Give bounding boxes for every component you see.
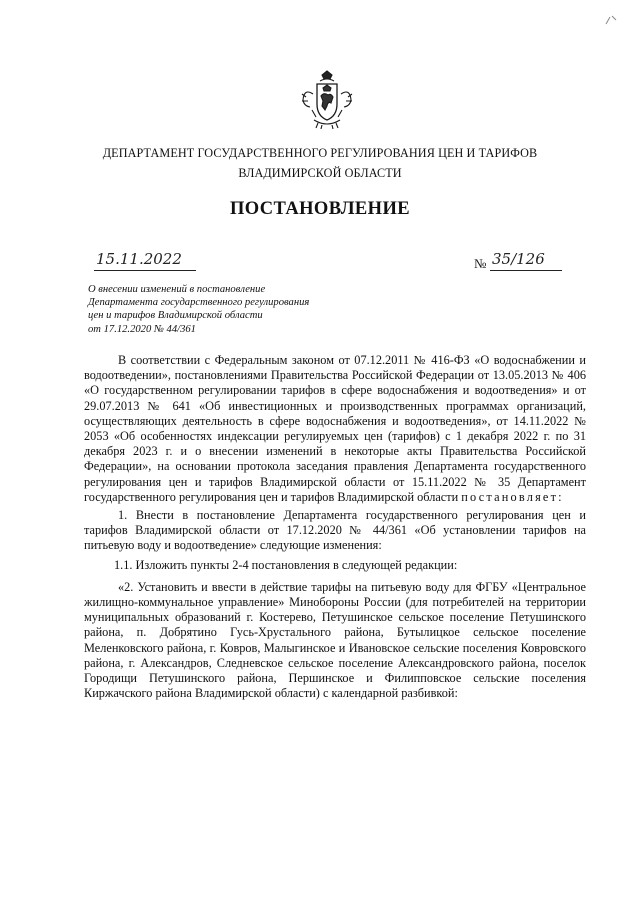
number-underline	[490, 270, 562, 271]
coat-of-arms-icon	[300, 70, 354, 130]
preamble-text: В соответствии с Федеральным законом от 07.12.2011 № 416-ФЗ «О водоснабжении и водоотведении», постановлениями Правительства Российской Федерации от 13.05.2013 № 406 «О государственном регулировании тарифов в сфере водоснабжения и водоотведения» и от 29.07.2013 № 641 «Об инвестиционных и производственных программах организаций, осуществляющих деятельность в сфере водоснабжения и водоотведения», от 14.11.2022 № 2053 «Об особенностях индексации регулируемых цен (тарифов) с 1 декабря 2022 г. по 31 декабря 2023 г. и о внесении изменений в некоторые акты Правительства Российской Федерации», на основании протокола заседания правления Департамента государственного регулирования цен и тарифов Владимирской области от 15.11.2022 № 35 Департамент государственного регулирования цен и тарифов Владимирской области	[84, 353, 586, 504]
clause-1-paragraph: 1. Внести в постановление Департамента государственного регулирования цен и тарифов Владимирской области от 17.12.2020 № 44/361 «Об установлении тарифов на питьевую воду и водоотведение» следующие изменения:	[84, 508, 586, 553]
decree-word: постановляет:	[461, 489, 564, 504]
subject-line: от 17.12.2020 № 44/361	[88, 323, 196, 335]
department-name-line1: ДЕПАРТАМЕНТ ГОСУДАРСТВЕННОГО РЕГУЛИРОВАНИЯ ЦЕН И ТАРИФОВ	[102, 146, 538, 160]
number-label: №	[474, 256, 487, 271]
clause-1-1-paragraph: 1.1. Изложить пункты 2-4 постановления в следующей редакции:	[114, 557, 458, 572]
preamble-paragraph	[84, 353, 586, 505]
document-body	[84, 353, 586, 701]
subject-line: Департамента государственного регулирования	[88, 297, 310, 309]
department-name-line2: ВЛАДИМИРСКОЙ ОБЛАСТИ	[238, 166, 402, 180]
clause-2-paragraph: «2. Установить и ввести в действие тарифы на питьевую воду для ФГБУ «Центральное жилищно-коммунальное управление» Минобороны России (для потребителей на территории муниципальных образований г. Костерево, Петушинское сельское поселение Петушинского района, п. Добрятино Гусь-Хрустального района, Бутылицкое сельское поселение Меленковского района, г. Ковров, Малыгинское и Ивановское сельские поселения Ковровского района, г. Александров, Следневское сельское поселение Александровского района, поселок Городищи Петушинского района, Першинское и Филипповское сельские поселения Киржачского района Владимирской области) с календарной разбивкой:	[84, 579, 586, 701]
document-date	[96, 250, 216, 268]
subject-line: О внесении изменений в постановление	[88, 284, 266, 295]
date-value: 15.11.2022	[96, 250, 182, 268]
number-value: 35/126	[492, 250, 545, 268]
date-underline	[94, 270, 196, 271]
document-number	[474, 250, 545, 272]
document-type-title: ПОСТАНОВЛЕНИЕ	[229, 199, 410, 219]
subject-line: цен и тарифов Владимирской области	[88, 310, 263, 322]
scan-mark-icon	[604, 14, 618, 26]
document-subject	[88, 283, 388, 336]
